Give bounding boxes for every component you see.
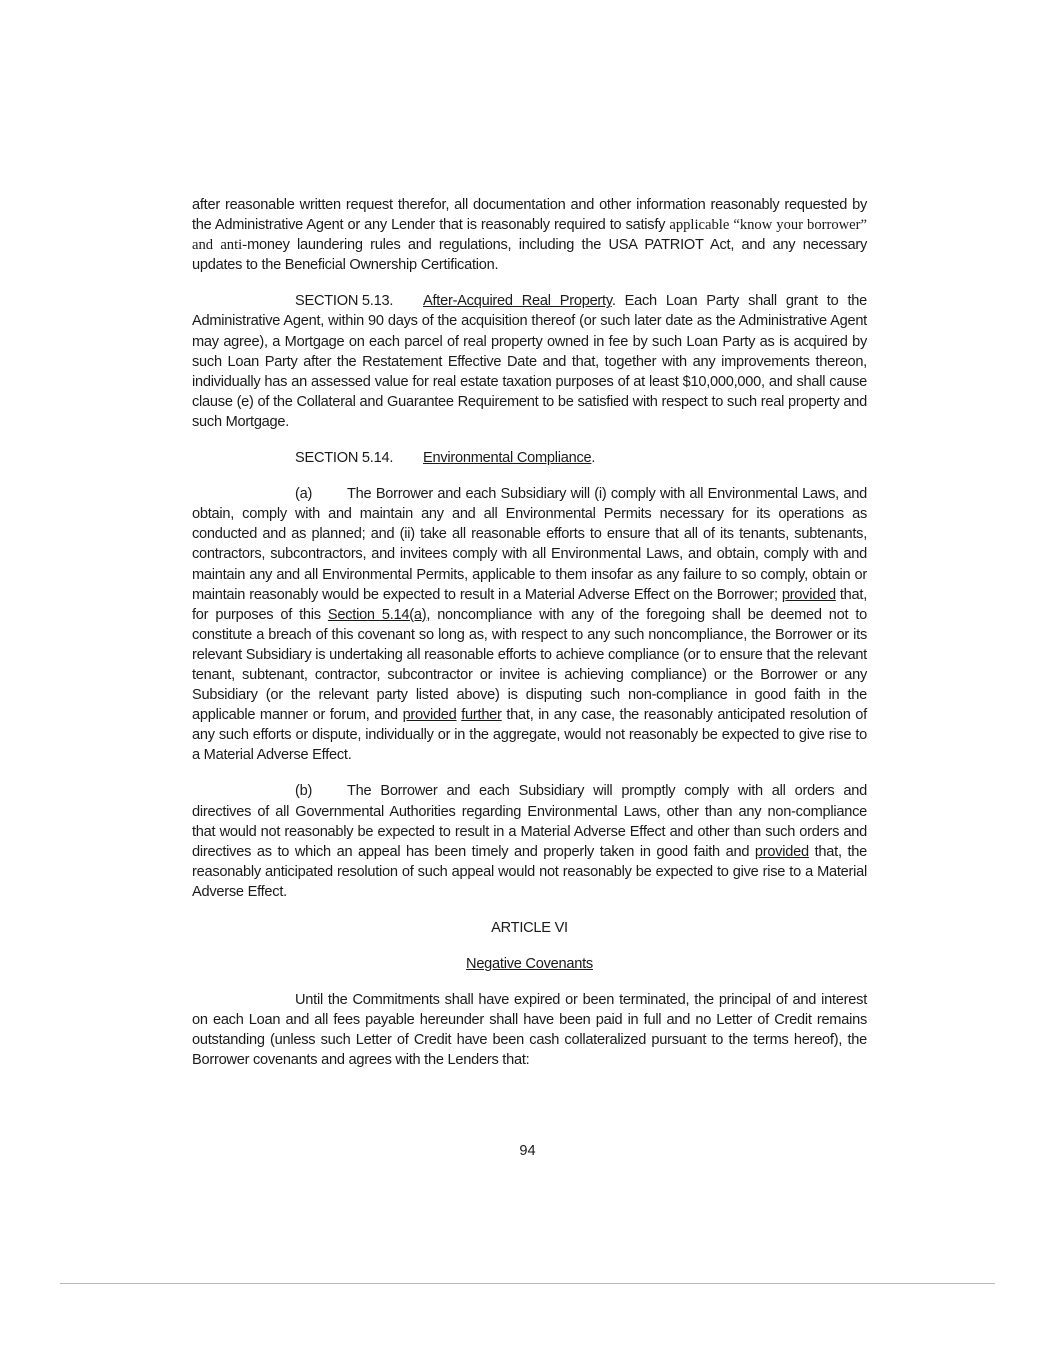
section-5-13-body: . Each Loan Party shall grant to the Administrative Agent, within 90 days of the acquisition thereof (or such later date as the Administrative Agent may agree), a Mortgage on each parcel of real property owned in fee by such Loan Party as is acquired by such Loan Party after the Restatement Effective Date and that, together with any improvements thereon, individually has an assessed value for real estate taxation purposes of at least $10,000,000, and shall cause clause (e) of the Collateral and Guarantee Requirement to be satisfied with respect to such real property and such Mortgage. (192, 293, 867, 430)
section-5-13-heading: After-Acquired Real Property (423, 293, 612, 310)
intro-text-b: money laundering rules and regulations, including the USA PATRIOT Act, and any necessary updates to the Beneficial Ownership Certification. (192, 237, 867, 274)
paragraph-a-section-ref: Section 5.14(a) (327, 606, 427, 623)
section-5-13-label: SECTION 5.13. (295, 293, 394, 310)
intro-text-serif: applicable “know your borrower” and anti- (192, 217, 867, 254)
article-subtitle (192, 954, 867, 974)
paragraph-a-text-2: that, for purposes of this (192, 586, 868, 623)
paragraph-a-provided-2: provided (402, 707, 457, 724)
paragraph-a-text-3: , noncompliance with any of the foregoing shall be deemed not to constitute a breach of this covenant so long as, with respect to any such noncompliance, the Borrower or its relevant Subsidiary is undertaking all reasonable efforts to achieve compliance (or to ensure that the relevant tenant, subtenant, contractor, subcontractor or invitee is achieving compliance) or the Borrower or any Subsidiary (or the relevant party listed above) is disputing such non-compliance in good faith in the applicable manner or forum, and (192, 606, 868, 724)
document-body (192, 195, 867, 1071)
section-5-13-paragraph (192, 291, 867, 432)
paragraph-a-provided: provided (781, 586, 836, 603)
page-number: 94 (519, 1143, 536, 1159)
section-5-14-heading-line (192, 448, 867, 468)
section-5-14-period: . (591, 450, 596, 467)
section-5-14-label: SECTION 5.14. (295, 450, 394, 467)
paragraph-a-label: (a) (295, 486, 313, 503)
intro-paragraph (192, 195, 867, 275)
paragraph-b (192, 781, 867, 902)
closing-paragraph: Until the Commitments shall have expired or been terminated, the principal of and interest on each Loan and all fees payable hereunder shall have been paid in full and no Letter of Credit remains outstanding (unless such Letter of Credit have been cash collateralized pursuant to the terms hereof), the Borrower covenants and agrees with the Lenders that: (192, 992, 867, 1069)
paragraph-b-label: (b) (295, 783, 313, 800)
paragraph-a-further: further (461, 707, 502, 724)
paragraph-a-text-4: that, in any case, the reasonably anticipated resolution of any such efforts or dispute, individually or in the aggregate, would not reasonably be expected to give rise to a Material Adverse Effect. (192, 707, 867, 764)
paragraph-b-text-2: that, the reasonably anticipated resolution of such appeal would not reasonably be expected to give rise to a Material Adverse Effect. (192, 843, 867, 900)
bottom-divider (60, 1283, 995, 1284)
section-5-14-heading: Environmental Compliance (423, 450, 592, 467)
article-title: ARTICLE VI (491, 920, 568, 936)
article-subtitle-text: Negative Covenants (466, 956, 593, 973)
paragraph-a-text-1: The Borrower and each Subsidiary will (i) comply with all Environmental Laws, and obtain, comply with and maintain any and all Environmental Permits necessary for its operations as conducted and as planned; and (ii) take all reasonable efforts to ensure that all of its tenants, subtenants, contractors, subcontractors, and invitees comply with all Environmental Laws, and obtain, comply with and maintain any and all Environmental Permits, applicable to them insofar as any failure to so comply, obtain or maintain reasonably would be expected to result in a Material Adverse Effect on the Borrower; (192, 486, 867, 603)
intro-text-a: after reasonable written request therefor, all documentation and other information reasonably requested by the Administrative Agent or any Lender that is reasonably required to satisfy (192, 197, 867, 234)
paragraph-a (192, 484, 867, 765)
paragraph-b-provided: provided (754, 843, 809, 860)
paragraph-b-text-1: The Borrower and each Subsidiary will promptly comply with all orders and directives of all Governmental Authorities regarding Environmental Laws, other than any non-compliance that would not reasonably be expected to result in a Material Adverse Effect and other than such orders and directives as to which an appeal has been timely and properly taken in good faith and (192, 783, 867, 860)
